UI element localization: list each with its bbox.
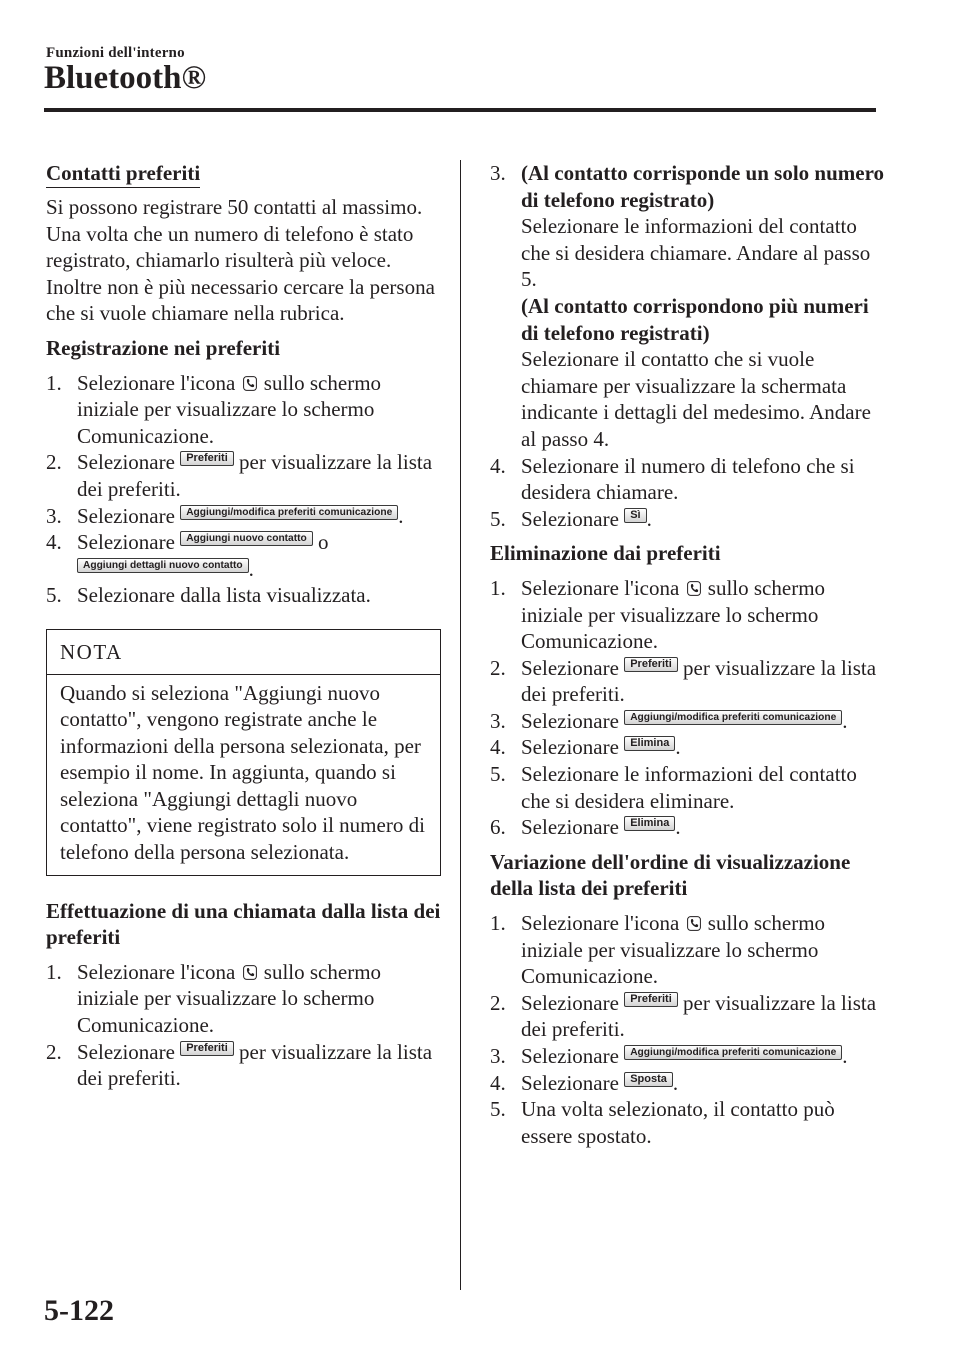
step-text	[521, 161, 884, 451]
button-label-aggiungi-dettagli-nuovo-contatto: Aggiungi dettagli nuovo contatto	[77, 558, 249, 573]
step-number: 4.	[46, 530, 62, 555]
step-text	[521, 576, 825, 653]
step-item	[46, 503, 441, 530]
button-label-aggiungi-modifica-preferiti-comunicazione: Aggiungi/modifica preferiti comunicazione	[624, 1045, 842, 1060]
step-number: 1.	[490, 575, 506, 600]
step-text-segment: Selezionare dalla lista visualizzata.	[77, 583, 371, 608]
step-text-segment: Selezionare	[521, 655, 625, 680]
page-title: Bluetooth®	[44, 60, 207, 96]
step-number: 5.	[490, 762, 506, 787]
step-text	[521, 507, 652, 531]
phone-handset-icon	[687, 911, 701, 926]
step-text-segment: sullo schermo iniziale per visualizzare lo schermo Comunicazione.	[77, 370, 382, 448]
phone-handset-icon	[687, 576, 701, 591]
step-number: 5.	[46, 583, 62, 608]
step-item	[46, 582, 441, 609]
note-text: Quando si seleziona "Aggiungi nuovo contatto", vengono registrate anche le informazioni della persona selezionata, per esempio il nome. In aggiunta, quando si seleziona "Aggiungi dettagli nuovo contatto", viene registrato solo il numero di telefono della persona selezionata.	[60, 680, 425, 865]
step-text-segment: Selezionare l'icona	[521, 911, 685, 936]
step-item	[490, 910, 890, 990]
step-item	[490, 506, 890, 533]
step-text-segment: Selezionare	[521, 735, 625, 760]
step-text-segment: Selezionare il contatto che si vuole chiamare per visualizzare la schermata indicante i dettagli del medesimo. Andare al passo 4.	[521, 347, 871, 451]
step-text-segment: .	[675, 815, 681, 840]
step-text-segment: Selezionare	[521, 506, 625, 531]
step-condition: (Al contatto corrisponde un solo numero di telefono registrato)	[521, 161, 885, 212]
note-box	[46, 629, 441, 876]
step-number: 3.	[490, 708, 506, 733]
step-number: 2.	[490, 990, 506, 1015]
step-text	[77, 530, 328, 581]
button-label-preferiti: Preferiti	[624, 992, 678, 1007]
step-text	[521, 815, 681, 839]
step-number: 1.	[490, 911, 506, 936]
favorites-intro: Si possono registrare 50 contatti al massimo. Una volta che un numero di telefono è stato registrato, chiamarlo risulterà più veloce. Inoltre non è più necessario cercare la persona che si vuole chiamare nella rubrica.	[46, 195, 435, 326]
call-steps-continued	[490, 160, 890, 532]
step-text	[521, 1071, 678, 1095]
step-item	[490, 990, 890, 1043]
reorder-steps	[490, 910, 890, 1149]
header-rule	[44, 108, 876, 112]
step-text-segment: Selezionare il numero di telefono che si desidera chiamare.	[521, 453, 855, 505]
step-text	[77, 583, 371, 607]
step-text-segment: .	[398, 503, 404, 528]
button-label-preferiti: Preferiti	[180, 1041, 234, 1056]
step-text-segment: .	[248, 556, 254, 581]
step-item	[490, 1043, 890, 1070]
step-text-segment: sullo schermo iniziale per visualizzare lo schermo Comunicazione.	[521, 575, 826, 654]
section-label: Funzioni dell'interno	[46, 45, 185, 61]
step-text-segment: Selezionare	[77, 450, 181, 475]
step-text-segment: Selezionare le informazioni del contatto che si desidera chiamare. Andare al passo 5.	[521, 214, 871, 292]
step-text	[77, 371, 381, 448]
step-text	[521, 1044, 848, 1068]
step-text	[521, 911, 825, 988]
step-text	[521, 735, 681, 759]
page-number: 5-122	[44, 1294, 114, 1327]
step-item	[490, 655, 890, 708]
step-item	[46, 370, 441, 450]
step-number: 4.	[490, 1070, 506, 1095]
step-text	[77, 450, 432, 501]
step-text-segment: Una volta selezionato, il contatto può essere spostato.	[521, 1097, 835, 1148]
step-text	[521, 762, 857, 813]
step-text	[521, 1097, 835, 1148]
step-number: 1.	[46, 370, 62, 395]
favorites-section-title: Contatti preferiti	[46, 160, 200, 188]
step-text-segment: Selezionare	[521, 1044, 625, 1068]
step-item	[490, 160, 890, 453]
column-divider	[460, 160, 461, 1290]
step-number: 3.	[490, 1044, 506, 1068]
button-label-elimina: Elimina	[624, 816, 675, 831]
button-label-aggiungi-modifica-preferiti-comunicazione: Aggiungi/modifica preferiti comunicazione	[624, 710, 842, 725]
step-number: 5.	[490, 1097, 506, 1122]
step-number: 6.	[490, 815, 506, 840]
step-text-segment: sullo schermo iniziale per visualizzare lo schermo Comunicazione.	[521, 911, 826, 989]
step-text-segment: Selezionare	[77, 1039, 181, 1064]
step-item	[46, 959, 441, 1039]
step-text-segment: o	[312, 530, 329, 555]
phone-handset-icon	[243, 960, 257, 975]
step-text	[521, 454, 855, 505]
step-text	[521, 991, 876, 1042]
step-number: 4.	[490, 453, 506, 478]
delete-steps	[490, 575, 890, 841]
step-text-segment: .	[675, 735, 681, 760]
step-item	[490, 814, 890, 841]
step-text-segment: per visualizzare la lista dei preferiti.	[77, 450, 433, 501]
step-condition: (Al contatto corrispondono più numeri di telefono registrati)	[521, 293, 869, 345]
step-item	[490, 575, 890, 655]
step-item	[490, 1096, 890, 1149]
step-text-segment: Selezionare l'icona	[77, 959, 241, 984]
button-label-aggiungi-nuovo-contatto: Aggiungi nuovo contatto	[180, 531, 313, 546]
step-text-segment: Selezionare	[521, 990, 625, 1015]
phone-handset-icon	[243, 371, 257, 386]
step-item	[490, 1070, 890, 1097]
button-label-preferiti: Preferiti	[624, 657, 678, 672]
step-item	[490, 453, 890, 506]
call-steps-start	[46, 959, 441, 1092]
step-text-segment: Selezionare	[521, 815, 625, 840]
step-number: 2.	[46, 1039, 62, 1064]
step-text-segment: .	[672, 1070, 679, 1095]
delete-title: Eliminazione dai preferiti	[490, 541, 721, 566]
step-text-segment: Selezionare le informazioni del contatto che si desidera eliminare.	[521, 762, 857, 813]
step-item	[46, 449, 441, 502]
step-item	[490, 761, 890, 814]
step-text-segment: per visualizzare la lista dei preferiti.	[521, 655, 877, 707]
step-text-segment: .	[842, 1044, 848, 1068]
step-text-segment: per visualizzare la lista dei preferiti.	[77, 1039, 433, 1091]
left-column	[46, 160, 441, 1100]
step-text-segment: .	[646, 506, 652, 531]
step-text	[77, 1040, 432, 1091]
button-label-preferiti: Preferiti	[180, 451, 234, 466]
button-label-aggiungi-modifica-preferiti-comunicazione: Aggiungi/modifica preferiti comunicazione	[180, 505, 398, 520]
step-text	[521, 709, 848, 733]
step-text	[521, 656, 876, 707]
registration-steps	[46, 370, 441, 609]
step-text	[77, 960, 381, 1037]
step-number: 1.	[46, 959, 62, 984]
step-text-segment: Selezionare	[77, 503, 181, 528]
button-label-sposta: Sposta	[624, 1072, 673, 1087]
button-label-si: Sì	[624, 508, 646, 523]
step-text-segment: Selezionare	[521, 1070, 625, 1095]
step-number: 5.	[490, 506, 506, 531]
step-text-segment: per visualizzare la lista dei preferiti.	[521, 990, 877, 1042]
step-item	[490, 734, 890, 761]
call-title: Effettuazione di una chiamata dalla lista dei preferiti	[46, 898, 441, 950]
step-text-segment: Selezionare	[521, 708, 625, 733]
step-text-segment: Selezionare l'icona	[521, 575, 685, 600]
step-text-segment: Selezionare l'icona	[77, 370, 241, 395]
button-label-elimina: Elimina	[624, 736, 675, 751]
step-text	[77, 504, 404, 528]
step-number: 3.	[46, 503, 62, 528]
registration-title: Registrazione nei preferiti	[46, 335, 281, 360]
step-number: 2.	[46, 450, 62, 475]
reorder-title: Variazione dell'ordine di visualizzazione della lista dei preferiti	[490, 849, 851, 901]
note-title: NOTA	[47, 630, 440, 675]
step-text-segment: .	[842, 708, 848, 733]
step-text-segment: sullo schermo iniziale per visualizzare lo schermo Comunicazione.	[77, 959, 382, 1038]
step-item	[46, 1039, 441, 1092]
step-number: 4.	[490, 735, 506, 760]
step-item	[490, 708, 890, 735]
step-text-segment: Selezionare	[77, 530, 181, 555]
step-item	[46, 529, 441, 582]
step-number: 3.	[490, 161, 506, 185]
step-number: 2.	[490, 655, 506, 680]
right-column	[490, 160, 890, 1157]
